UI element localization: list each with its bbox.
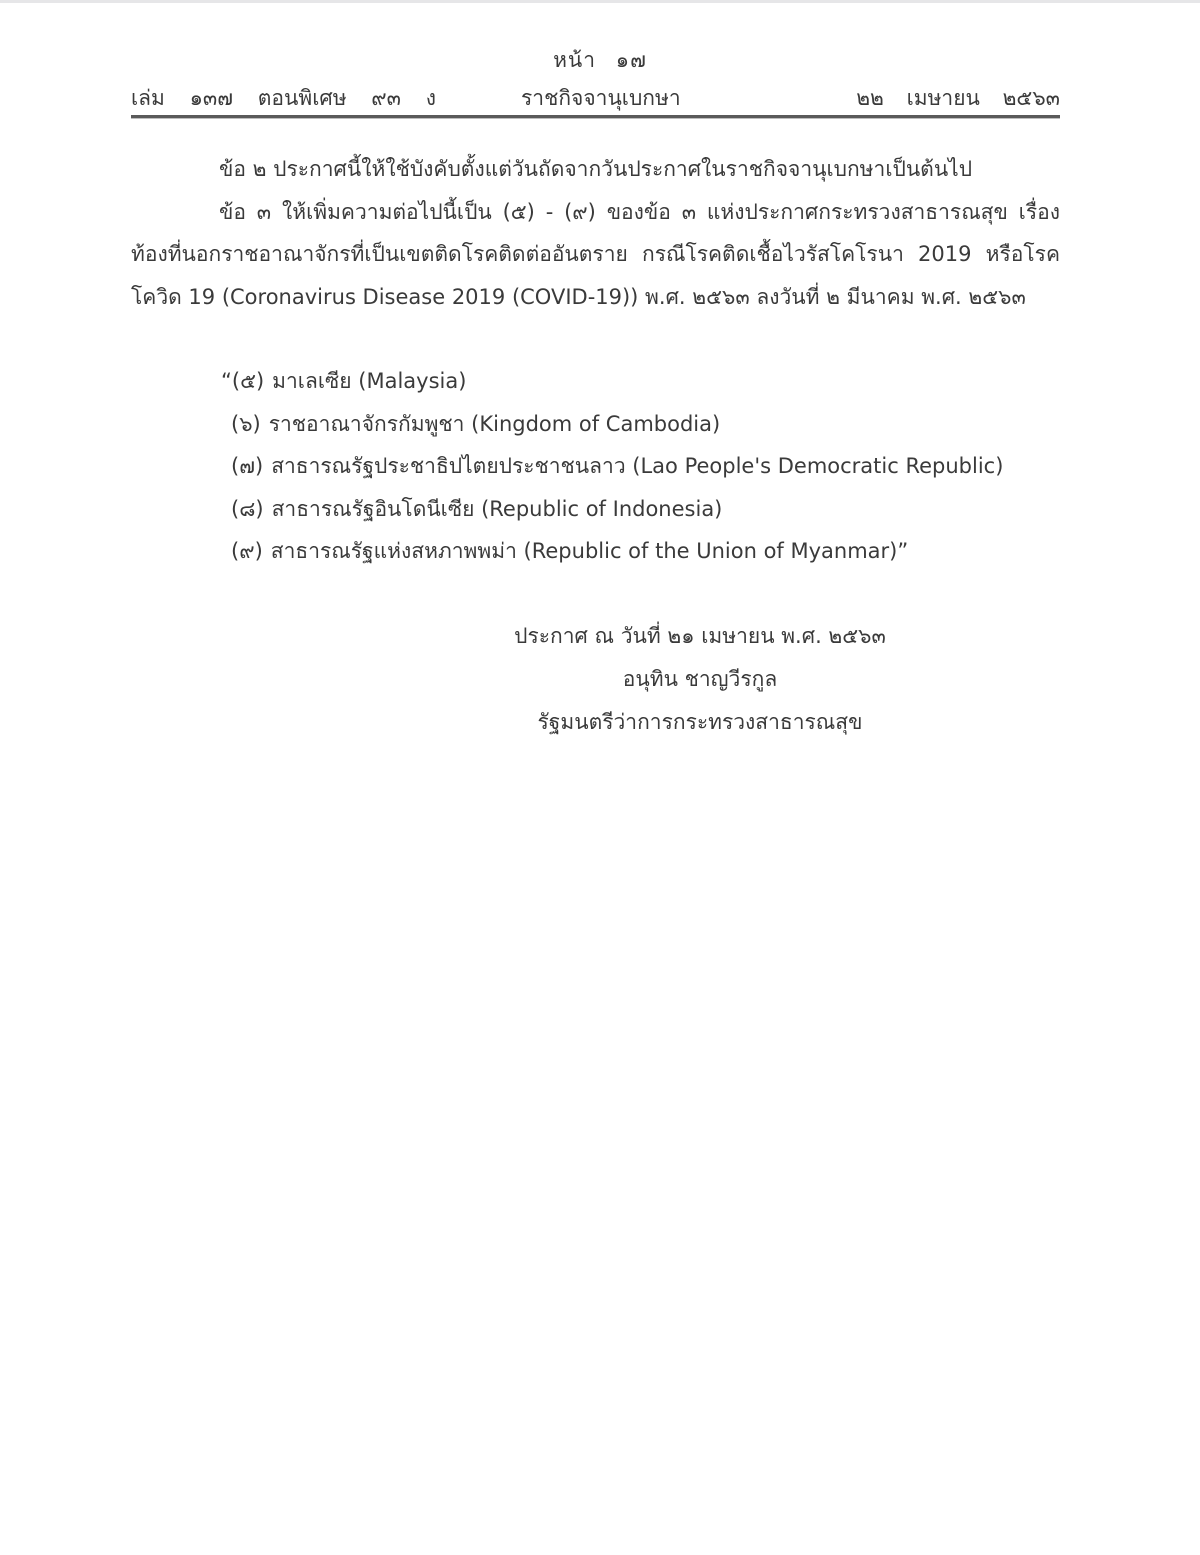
list-item [221, 403, 1003, 446]
country-list [221, 360, 1003, 573]
document-body [131, 148, 1060, 318]
list-item-text: สาธารณรัฐอินโดนีเซีย (Republic of Indonesia) [271, 496, 723, 521]
clause-2-paragraph: ข้อ ๒ ประกาศนี้ให้ใช้บังคับตั้งแต่วันถัดจากวันประกาศในราชกิจจานุเบกษาเป็นต้นไป [219, 157, 973, 181]
list-item-text: สาธารณรัฐประชาธิปไตยประชาชนลาว (Lao People's Democratic Republic) [271, 454, 1004, 478]
issue-label: ตอนพิเศษ [257, 86, 347, 110]
page-number-line [0, 44, 1200, 77]
header-divider [131, 115, 1060, 118]
volume-label: เล่ม [131, 86, 165, 110]
issue-number: ๙๓ [371, 86, 401, 110]
page-number: ๑๗ [615, 48, 647, 72]
list-item-text: ราชอาณาจักรกัมพูชา (Kingdom of Cambodia) [268, 411, 721, 436]
list-item [221, 360, 1003, 403]
date-month: เมษายน [906, 86, 980, 110]
list-item [221, 445, 1003, 488]
list-item-number: (๙) [231, 539, 263, 563]
announcement-date: ประกาศ ณ วันที่ ๒๑ เมษายน พ.ศ. ๒๕๖๓ [514, 624, 886, 648]
publication-name: ราชกิจจานุเบกษา [521, 86, 681, 110]
list-item-text: มาเลเซีย (Malaysia) [272, 369, 467, 393]
volume-number: ๑๓๗ [189, 86, 234, 110]
volume-info [131, 82, 454, 115]
issue-section: ง [425, 86, 436, 110]
date-year: ๒๕๖๓ [1002, 86, 1060, 110]
list-item-number: (๗) [231, 454, 264, 478]
list-item-number: (๘) [231, 496, 264, 521]
list-item-number: (๖) [231, 411, 261, 436]
gazette-header [131, 82, 1060, 112]
publication-date [840, 82, 1060, 115]
date-day: ๒๒ [856, 86, 884, 110]
page-label: หน้า [553, 48, 597, 72]
list-item-text: สาธารณรัฐแห่งสหภาพพม่า (Republic of the Union of Myanmar)” [270, 539, 909, 563]
clause-3-paragraph: ข้อ ๓ ให้เพิ่มความต่อไปนี้เป็น (๕) - (๙) ของข้อ ๓ แห่งประกาศกระทรวงสาธารณสุข เรื่อง ท้องที่นอกราชอาณาจักรที่เป็นเขตติดโรคติดต่ออันตราย กรณีโรคติดเชื้อไวรัสโคโรนา 2019 หรือโรคโควิด 19 (Coronavirus Disease 2019 (COVID-19)) พ.ศ. ๒๕๖๓ ลงวันที่ ๒ มีนาคม พ.ศ. ๒๕๖๓ [131, 199, 1060, 309]
signer-title: รัฐมนตรีว่าการกระทรวงสาธารณสุข [537, 710, 863, 734]
list-item [221, 488, 1003, 531]
signature-block [460, 615, 940, 744]
list-item [221, 530, 1003, 573]
signer-name: อนุทิน ชาญวีรกูล [622, 667, 778, 691]
list-item-number: “(๕) [221, 369, 265, 393]
